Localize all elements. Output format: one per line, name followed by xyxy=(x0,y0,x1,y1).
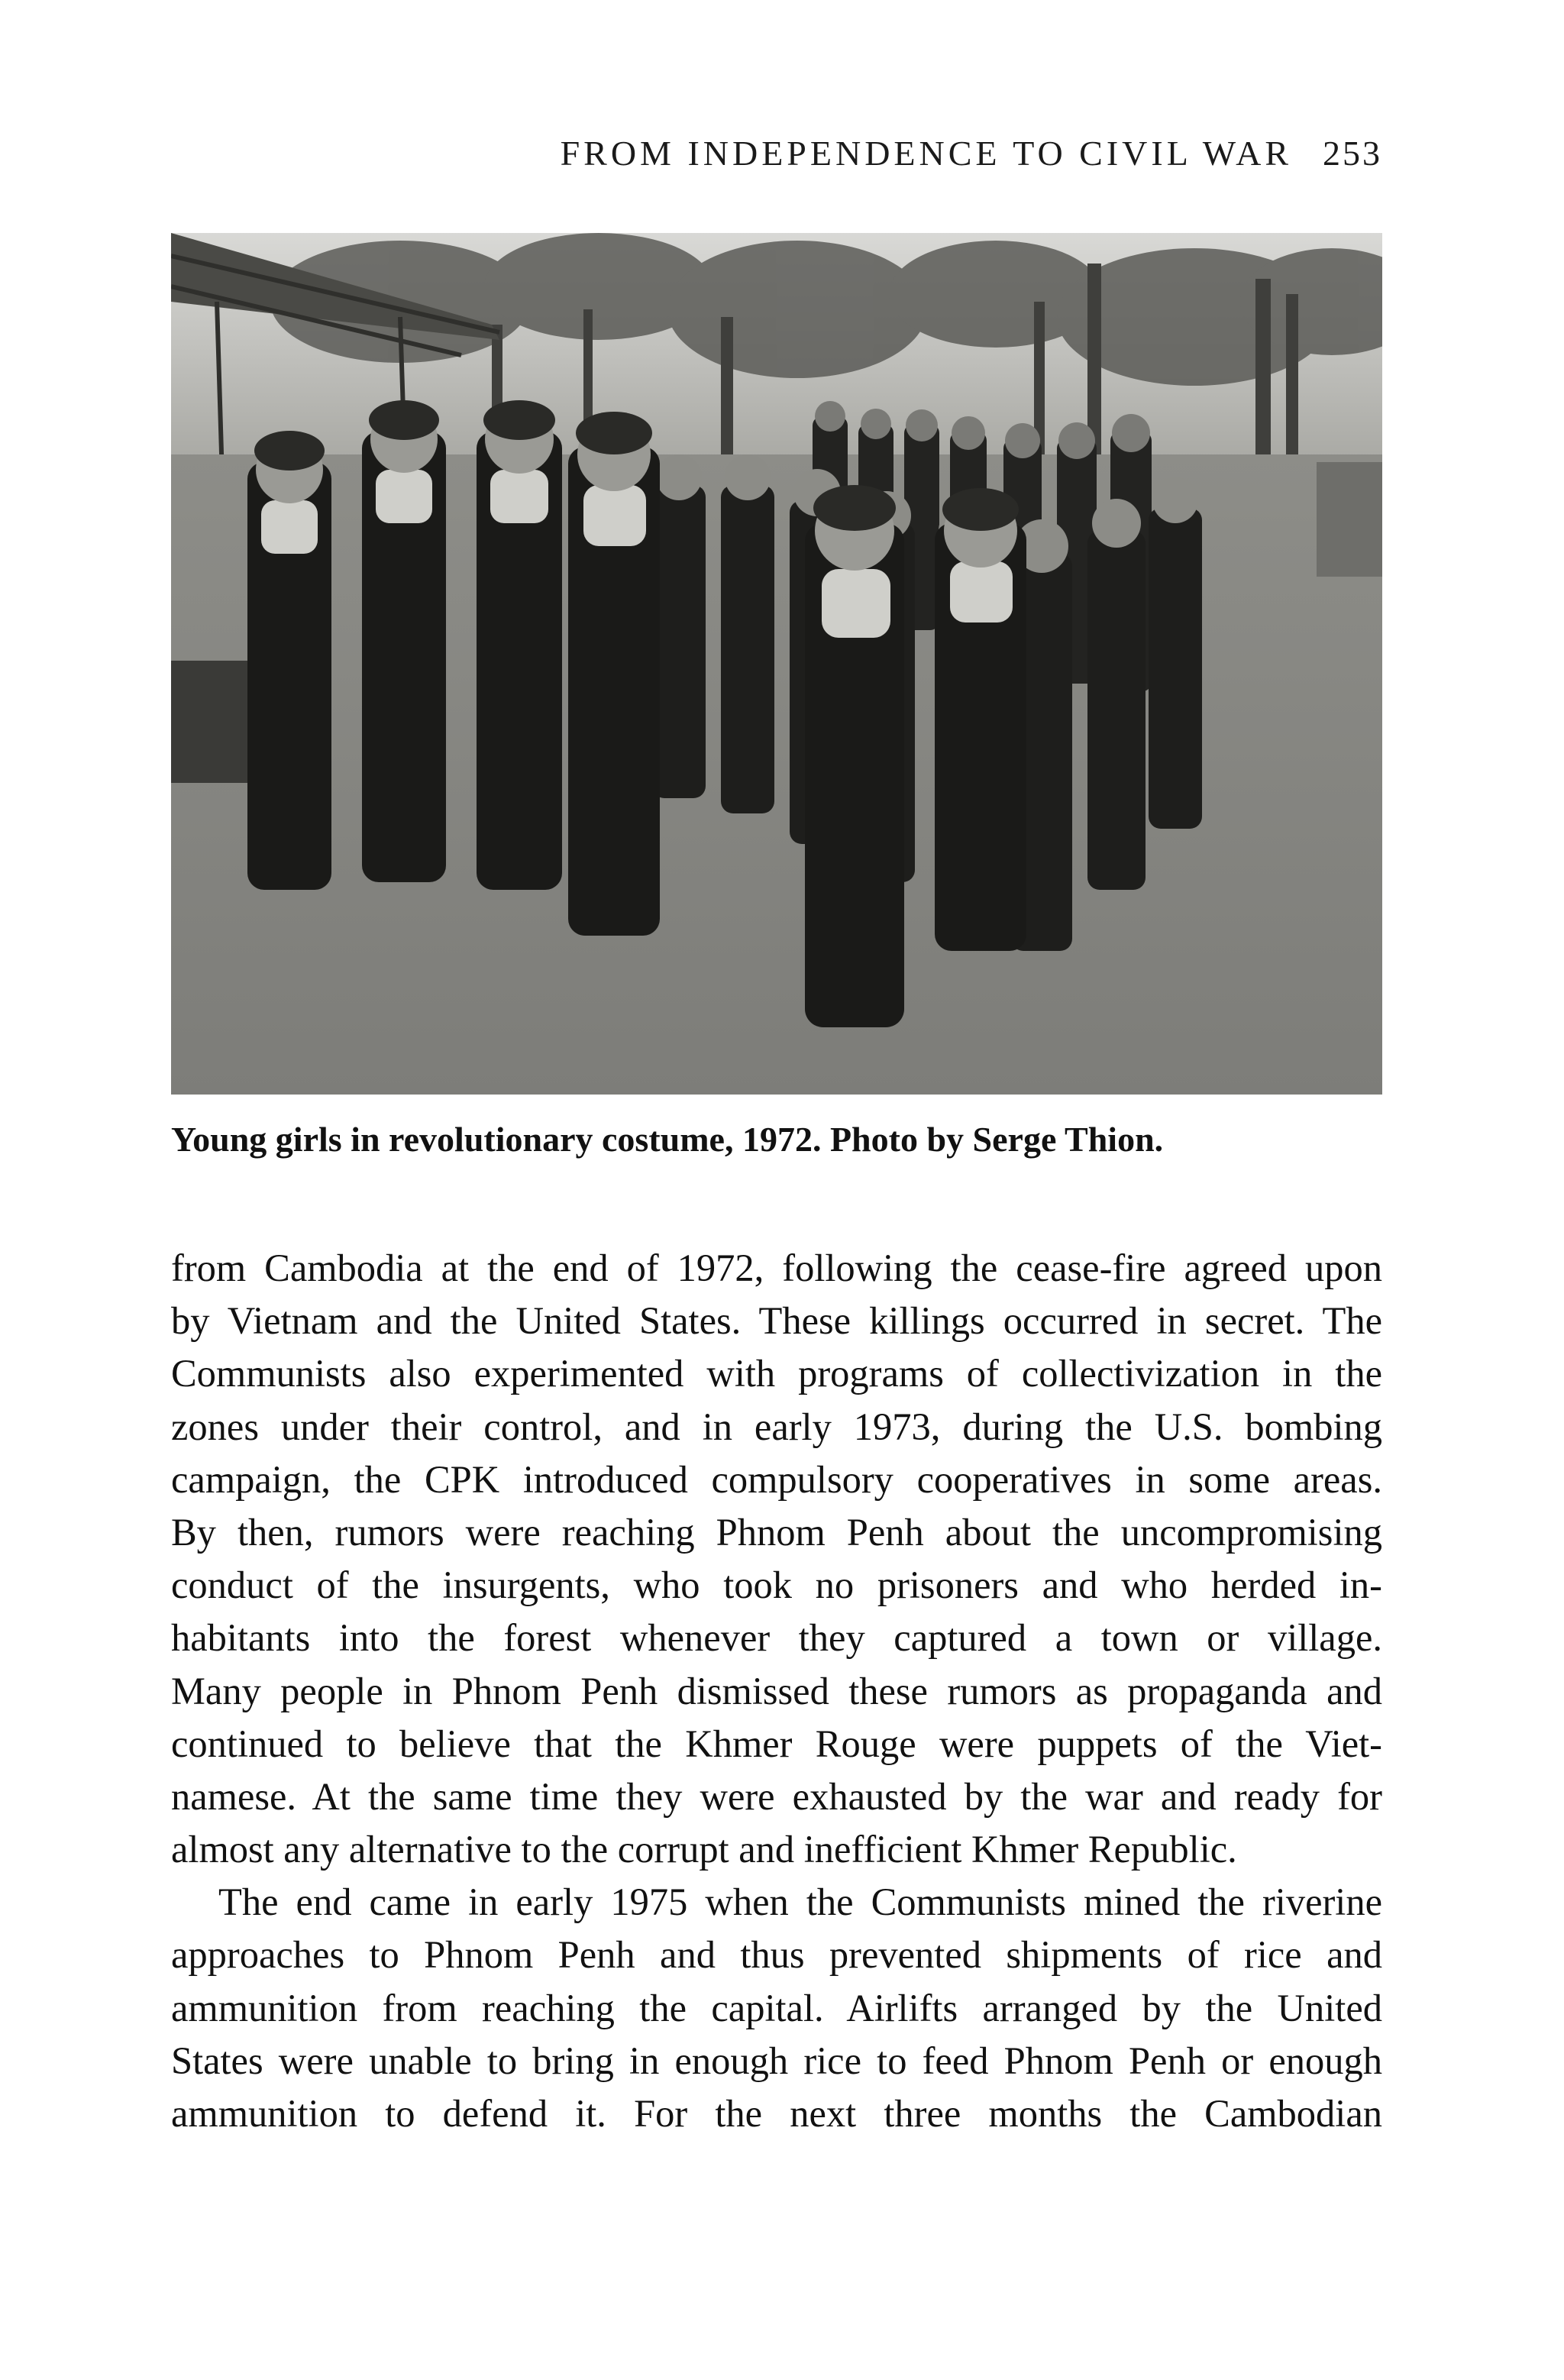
text-line: By then, rumors were reaching Phnom Penh about the uncompromising xyxy=(171,1510,1382,1554)
text-line: approaches to Phnom Penh and thus prevented shipments of rice and xyxy=(171,1933,1382,1977)
text-line: from Cambodia at the end of 1972, following the cease-fire agreed upon xyxy=(171,1247,1382,1289)
running-head xyxy=(171,130,1382,176)
text-line: namese. At the same time they were exhausted by the war and ready for xyxy=(171,1774,1382,1818)
body-text xyxy=(171,1242,1382,2140)
running-title: FROM INDEPENDENCE TO CIVIL WAR xyxy=(560,133,1292,173)
text-line: by Vietnam and the United States. These killings occurred in secret. The xyxy=(171,1299,1382,1343)
page-number: 253 xyxy=(1323,133,1382,173)
text-line: ammunition to defend it. For the next three months the Cambodian xyxy=(171,2092,1382,2135)
text-line: Communists also experimented with programs of collectivization in the xyxy=(171,1352,1382,1395)
text-line: zones under their control, and in early 1973, during the U.S. bombing xyxy=(171,1405,1382,1448)
text-line: States were unable to bring in enough rice to feed Phnom Penh or enough xyxy=(171,2039,1382,2082)
text-line: The end came in early 1975 when the Communists mined the riverine xyxy=(218,1880,1382,1924)
text-line: almost any alternative to the corrupt and inefficient Khmer Republic. xyxy=(171,1828,1237,1871)
figure-caption: Young girls in revolutionary costume, 1972. Photo by Serge Thion. xyxy=(171,1120,1164,1159)
photograph xyxy=(171,233,1382,1095)
text-line: ammunition from reaching the capital. Airlifts arranged by the United xyxy=(171,1986,1382,2029)
text-line: conduct of the insurgents, who took no prisoners and who herded in- xyxy=(171,1563,1382,1607)
text-line: habitants into the forest whenever they captured a town or village. xyxy=(171,1616,1382,1660)
text-line: Many people in Phnom Penh dismissed these rumors as propaganda and xyxy=(171,1669,1382,1712)
text-line: continued to believe that the Khmer Rouge were puppets of the Viet- xyxy=(171,1722,1382,1765)
text-line: campaign, the CPK introduced compulsory cooperatives in some areas. xyxy=(171,1457,1382,1501)
